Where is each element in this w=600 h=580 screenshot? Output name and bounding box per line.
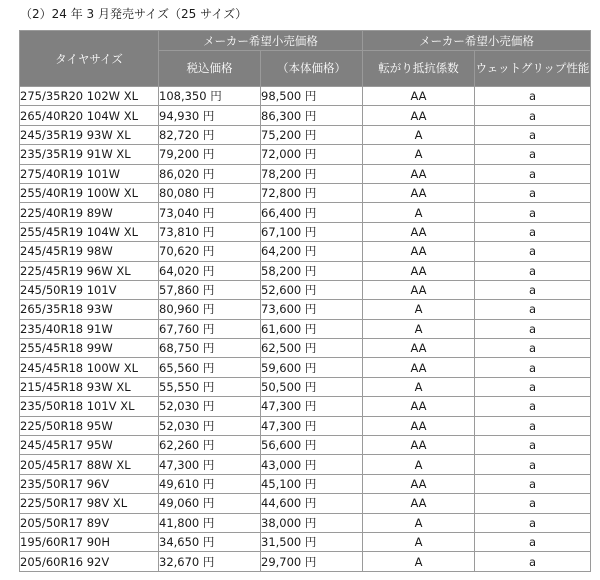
- cell-tax-included-price: 80,080 円: [159, 183, 261, 202]
- table-row: [20, 203, 591, 222]
- table-row: [20, 552, 591, 571]
- cell-tax-included-price: 94,930 円: [159, 106, 261, 125]
- cell-rolling-resistance: AA: [363, 87, 475, 106]
- cell-tax-included-price: 52,030 円: [159, 416, 261, 435]
- cell-tire-size: 255/45R19 104W XL: [20, 222, 159, 241]
- cell-wet-grip: a: [475, 280, 591, 299]
- cell-tire-size: 275/40R19 101W: [20, 164, 159, 183]
- cell-wet-grip: a: [475, 300, 591, 319]
- table-row: [20, 280, 591, 299]
- cell-base-price: 47,300 円: [261, 397, 363, 416]
- cell-wet-grip: a: [475, 125, 591, 144]
- cell-base-price: 43,000 円: [261, 455, 363, 474]
- cell-rolling-resistance: AA: [363, 280, 475, 299]
- cell-base-price: 75,200 円: [261, 125, 363, 144]
- header-grade-group: メーカー希望小売価格: [363, 31, 591, 51]
- cell-wet-grip: a: [475, 339, 591, 358]
- cell-tire-size: 245/50R19 101V: [20, 280, 159, 299]
- cell-tire-size: 275/35R20 102W XL: [20, 87, 159, 106]
- cell-rolling-resistance: A: [363, 300, 475, 319]
- cell-tire-size: 265/35R18 93W: [20, 300, 159, 319]
- cell-base-price: 78,200 円: [261, 164, 363, 183]
- cell-base-price: 50,500 円: [261, 377, 363, 396]
- cell-rolling-resistance: A: [363, 125, 475, 144]
- table-row: [20, 319, 591, 338]
- section-title: （2）24 年 3 月発売サイズ（25 サイズ）: [20, 7, 248, 21]
- table-row: [20, 261, 591, 280]
- header-tire-size: タイヤサイズ: [20, 31, 159, 87]
- header-tax-included: 税込価格: [159, 51, 261, 87]
- cell-base-price: 72,000 円: [261, 145, 363, 164]
- cell-tax-included-price: 70,620 円: [159, 242, 261, 261]
- table-row: [20, 455, 591, 474]
- cell-tire-size: 245/35R19 93W XL: [20, 125, 159, 144]
- cell-tax-included-price: 47,300 円: [159, 455, 261, 474]
- header-wet-grip: ウェットグリップ性能: [475, 51, 591, 87]
- cell-tax-included-price: 80,960 円: [159, 300, 261, 319]
- cell-tax-included-price: 79,200 円: [159, 145, 261, 164]
- table-row: [20, 513, 591, 532]
- table-row: [20, 300, 591, 319]
- cell-tire-size: 265/40R20 104W XL: [20, 106, 159, 125]
- table-row: [20, 436, 591, 455]
- cell-base-price: 58,200 円: [261, 261, 363, 280]
- cell-wet-grip: a: [475, 222, 591, 241]
- cell-base-price: 45,100 円: [261, 474, 363, 493]
- table-row: [20, 222, 591, 241]
- cell-tax-included-price: 52,030 円: [159, 397, 261, 416]
- cell-base-price: 61,600 円: [261, 319, 363, 338]
- cell-wet-grip: a: [475, 87, 591, 106]
- cell-tax-included-price: 62,260 円: [159, 436, 261, 455]
- cell-rolling-resistance: AA: [363, 164, 475, 183]
- cell-base-price: 98,500 円: [261, 87, 363, 106]
- cell-tax-included-price: 49,610 円: [159, 474, 261, 493]
- cell-rolling-resistance: AA: [363, 222, 475, 241]
- cell-tax-included-price: 49,060 円: [159, 494, 261, 513]
- cell-rolling-resistance: AA: [363, 397, 475, 416]
- cell-tax-included-price: 86,020 円: [159, 164, 261, 183]
- cell-tire-size: 195/60R17 90H: [20, 532, 159, 551]
- cell-tax-included-price: 65,560 円: [159, 358, 261, 377]
- header-rolling-resistance: 転がり抵抗係数: [363, 51, 475, 87]
- table-row: [20, 494, 591, 513]
- cell-tax-included-price: 57,860 円: [159, 280, 261, 299]
- table-row: [20, 377, 591, 396]
- cell-tire-size: 235/35R19 91W XL: [20, 145, 159, 164]
- cell-base-price: 29,700 円: [261, 552, 363, 571]
- cell-rolling-resistance: AA: [363, 436, 475, 455]
- cell-base-price: 47,300 円: [261, 416, 363, 435]
- cell-base-price: 38,000 円: [261, 513, 363, 532]
- tire-price-table: [19, 30, 591, 572]
- cell-base-price: 56,600 円: [261, 436, 363, 455]
- table-row: [20, 532, 591, 551]
- cell-wet-grip: a: [475, 474, 591, 493]
- cell-wet-grip: a: [475, 164, 591, 183]
- cell-rolling-resistance: AA: [363, 416, 475, 435]
- cell-base-price: 44,600 円: [261, 494, 363, 513]
- cell-tax-included-price: 73,810 円: [159, 222, 261, 241]
- cell-wet-grip: a: [475, 377, 591, 396]
- cell-tire-size: 205/60R16 92V: [20, 552, 159, 571]
- cell-rolling-resistance: AA: [363, 106, 475, 125]
- cell-tax-included-price: 108,350 円: [159, 87, 261, 106]
- cell-rolling-resistance: AA: [363, 474, 475, 493]
- cell-rolling-resistance: A: [363, 377, 475, 396]
- cell-tire-size: 245/45R19 98W: [20, 242, 159, 261]
- cell-tire-size: 225/50R17 98V XL: [20, 494, 159, 513]
- cell-tire-size: 215/45R18 93W XL: [20, 377, 159, 396]
- cell-rolling-resistance: AA: [363, 242, 475, 261]
- cell-tire-size: 245/45R18 100W XL: [20, 358, 159, 377]
- cell-wet-grip: a: [475, 106, 591, 125]
- cell-tire-size: 205/45R17 88W XL: [20, 455, 159, 474]
- table-row: [20, 474, 591, 493]
- cell-tax-included-price: 73,040 円: [159, 203, 261, 222]
- cell-wet-grip: a: [475, 358, 591, 377]
- cell-base-price: 73,600 円: [261, 300, 363, 319]
- cell-tire-size: 255/40R19 100W XL: [20, 183, 159, 202]
- cell-wet-grip: a: [475, 397, 591, 416]
- cell-tire-size: 255/45R18 99W: [20, 339, 159, 358]
- cell-tax-included-price: 41,800 円: [159, 513, 261, 532]
- cell-rolling-resistance: AA: [363, 358, 475, 377]
- cell-tire-size: 225/45R19 96W XL: [20, 261, 159, 280]
- cell-base-price: 67,100 円: [261, 222, 363, 241]
- cell-rolling-resistance: AA: [363, 494, 475, 513]
- cell-tire-size: 225/40R19 89W: [20, 203, 159, 222]
- cell-tax-included-price: 55,550 円: [159, 377, 261, 396]
- cell-base-price: 72,800 円: [261, 183, 363, 202]
- table-body: [20, 87, 591, 572]
- cell-tax-included-price: 34,650 円: [159, 532, 261, 551]
- cell-tax-included-price: 82,720 円: [159, 125, 261, 144]
- table-row: [20, 242, 591, 261]
- cell-wet-grip: a: [475, 513, 591, 532]
- cell-rolling-resistance: AA: [363, 183, 475, 202]
- cell-base-price: 64,200 円: [261, 242, 363, 261]
- cell-rolling-resistance: AA: [363, 339, 475, 358]
- table-row: [20, 106, 591, 125]
- cell-tax-included-price: 68,750 円: [159, 339, 261, 358]
- cell-rolling-resistance: A: [363, 145, 475, 164]
- table-row: [20, 164, 591, 183]
- cell-tire-size: 205/50R17 89V: [20, 513, 159, 532]
- cell-wet-grip: a: [475, 203, 591, 222]
- cell-tire-size: 245/45R17 95W: [20, 436, 159, 455]
- table-row: [20, 87, 591, 106]
- cell-tire-size: 235/40R18 91W: [20, 319, 159, 338]
- table-row: [20, 358, 591, 377]
- cell-wet-grip: a: [475, 416, 591, 435]
- cell-tire-size: 225/50R18 95W: [20, 416, 159, 435]
- cell-wet-grip: a: [475, 145, 591, 164]
- cell-base-price: 52,600 円: [261, 280, 363, 299]
- cell-base-price: 59,600 円: [261, 358, 363, 377]
- cell-tax-included-price: 32,670 円: [159, 552, 261, 571]
- cell-wet-grip: a: [475, 319, 591, 338]
- cell-tax-included-price: 67,760 円: [159, 319, 261, 338]
- cell-wet-grip: a: [475, 261, 591, 280]
- table-row: [20, 145, 591, 164]
- header-price-group: メーカー希望小売価格: [159, 31, 363, 51]
- cell-base-price: 86,300 円: [261, 106, 363, 125]
- cell-base-price: 62,500 円: [261, 339, 363, 358]
- cell-base-price: 66,400 円: [261, 203, 363, 222]
- header-base-price: （本体価格）: [261, 51, 363, 87]
- cell-wet-grip: a: [475, 242, 591, 261]
- cell-rolling-resistance: A: [363, 203, 475, 222]
- cell-rolling-resistance: AA: [363, 261, 475, 280]
- cell-rolling-resistance: A: [363, 552, 475, 571]
- table-row: [20, 397, 591, 416]
- cell-rolling-resistance: A: [363, 455, 475, 474]
- cell-wet-grip: a: [475, 455, 591, 474]
- cell-rolling-resistance: A: [363, 532, 475, 551]
- cell-wet-grip: a: [475, 552, 591, 571]
- table-row: [20, 416, 591, 435]
- cell-tire-size: 235/50R17 96V: [20, 474, 159, 493]
- table-row: [20, 125, 591, 144]
- cell-base-price: 31,500 円: [261, 532, 363, 551]
- cell-rolling-resistance: A: [363, 513, 475, 532]
- cell-tax-included-price: 64,020 円: [159, 261, 261, 280]
- cell-wet-grip: a: [475, 494, 591, 513]
- cell-rolling-resistance: A: [363, 319, 475, 338]
- table-row: [20, 339, 591, 358]
- cell-tire-size: 235/50R18 101V XL: [20, 397, 159, 416]
- cell-wet-grip: a: [475, 183, 591, 202]
- cell-wet-grip: a: [475, 532, 591, 551]
- table-row: [20, 183, 591, 202]
- cell-wet-grip: a: [475, 436, 591, 455]
